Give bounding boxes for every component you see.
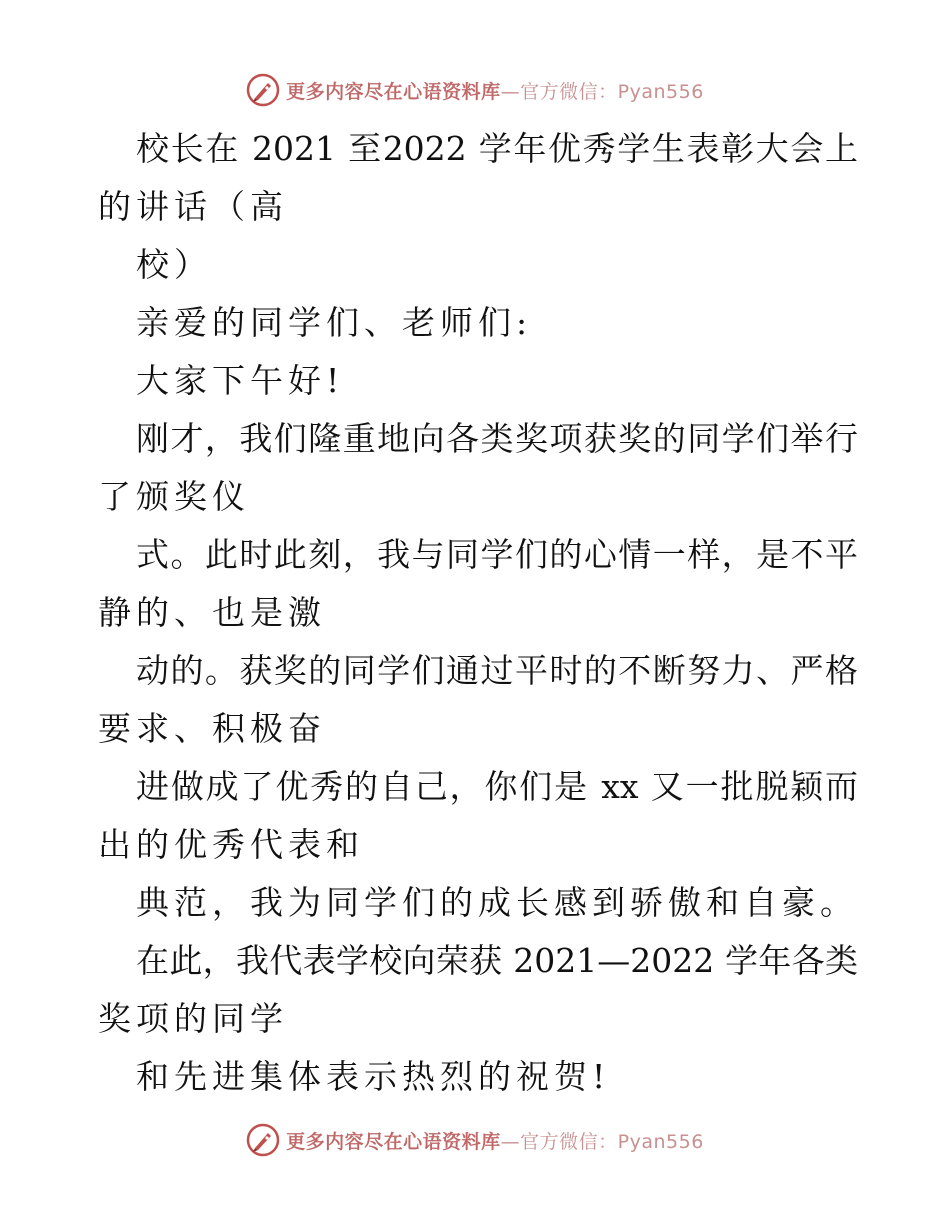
text-line: 奖项的同学 [98,999,288,1038]
text-line: 了颁奖仪 [98,477,250,516]
header-banner [0,70,950,110]
text-line: 和先进集体表示热烈的祝贺! [136,1057,611,1096]
text-line: 进做成了优秀的自己，你们是 xx 又一批脱颖而 [136,767,858,806]
text-line: 大家下午好! [136,361,345,400]
text-line: 静的、也是激 [98,593,326,632]
text-line: 典范，我为同学们的成长感到骄傲和自豪。 [136,883,858,922]
text-line: 校） [136,245,212,284]
text-line: 动的。获奖的同学们通过平时的不断努力、严格 [136,651,858,690]
text-line: 刚才，我们隆重地向各类奖项获奖的同学们举行 [136,419,858,458]
text-line: 在此，我代表学校向荣获 2021—2022 学年各类 [136,941,858,980]
text-line: 式。此时此刻，我与同学们的心情一样，是不平 [136,535,858,574]
banner-text: 更多内容尽在心语资料库—官方微信：Pyan556 [286,80,704,103]
document-body [98,120,858,1106]
text-line: 亲爱的同学们、老师们: [136,303,533,342]
footer-banner [0,1120,950,1160]
pen-logo-icon [246,1123,280,1157]
text-line: 出的优秀代表和 [98,825,364,864]
text-line: 的讲话（高 [98,187,288,226]
pen-logo-icon [246,73,280,107]
text-line: 校长在 2021 至2022 学年优秀学生表彰大会上 [136,129,858,168]
banner-text: 更多内容尽在心语资料库—官方微信：Pyan556 [286,1130,704,1153]
text-line: 要求、积极奋 [98,709,326,748]
